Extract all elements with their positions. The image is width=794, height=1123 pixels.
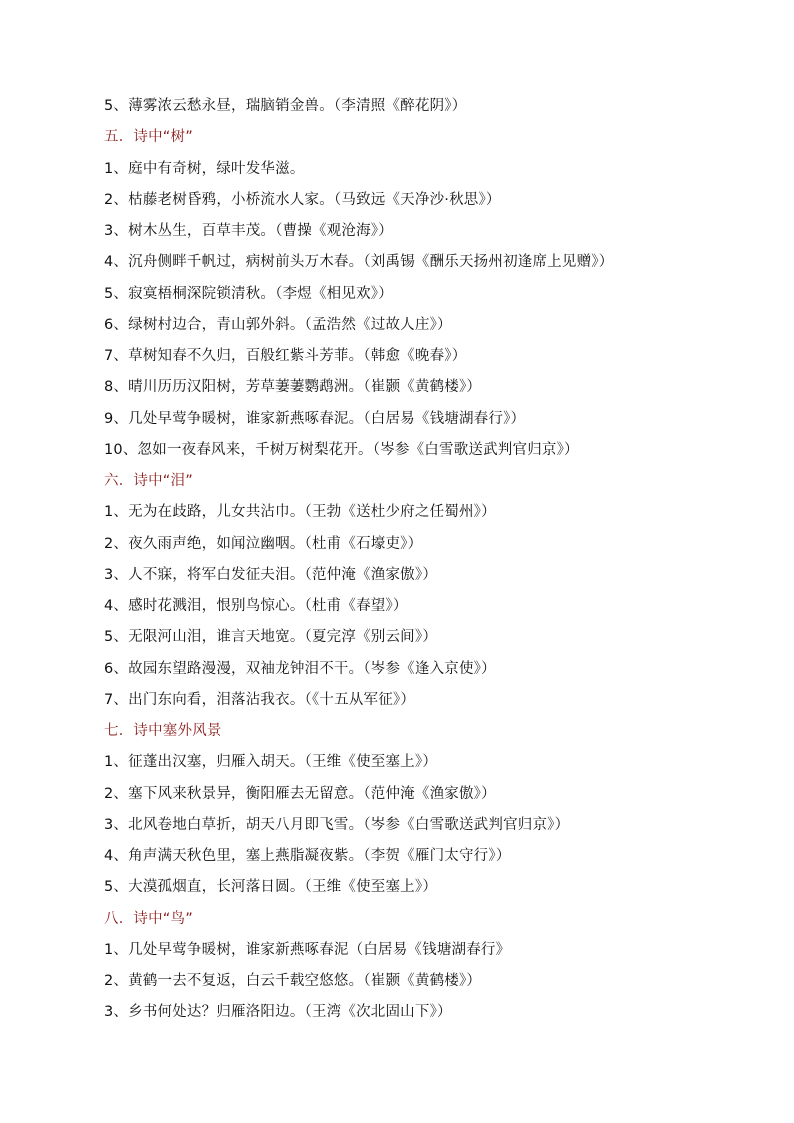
list-item: 2、塞下风来秋景异，衡阳雁去无留意。（范仲淹《渔家傲》） (104, 785, 496, 802)
list-item: 7、出门东向看，泪落沾我衣。（《十五从军征》） (104, 691, 416, 708)
list-item: 4、感时花溅泪，恨别鸟惊心。（杜甫《春望》） (104, 598, 408, 614)
list-item: 1、几处早莺争暖树，谁家新燕啄春泥（白居易《钱塘湖春行》 (104, 941, 511, 958)
list-item: 8、晴川历历汉阳树，芳草萋萋鹦鹉洲。（崔颢《黄鹤楼》） (104, 379, 482, 396)
list-item: 3、乡书何处达？归雁洛阳边。（王湾《次北固山下》） (104, 1004, 452, 1021)
list-item: 2、黄鹤一去不复返，白云千载空悠悠。（崔颢《黄鹤楼》） (104, 973, 482, 989)
list-item: 1、无为在歧路，儿女共沾巾。（王勃《送杜少府之任蜀州》） (104, 504, 496, 521)
list-item: 9、几处早莺争暖树，谁家新燕啄春泥。（白居易《钱塘湖春行》） (104, 410, 526, 427)
list-item: 6、故园东望路漫漫，双袖龙钟泪不干。（岑参《逢入京使》） (104, 660, 496, 677)
list-item: 1、征蓬出汉塞，归雁入胡天。（王维《使至塞上》） (104, 754, 438, 771)
list-item: 7、草树知春不久归，百般红紫斗芳菲。（韩愈《晚春》） (104, 348, 467, 364)
list-item: 3、树木丛生，百草丰茂。（曹操《观沧海》） (104, 223, 393, 239)
list-item: 5、薄雾浓云愁永昼，瑞脑销金兽。（李清照《醉花阴》） (104, 98, 467, 114)
list-item: 5、无限河山泪，谁言天地宽。（夏完淳《别云间》） (104, 629, 438, 646)
list-item: 2、夜久雨声绝，如闻泣幽咽。（杜甫《石壕吏》） (104, 535, 423, 552)
list-item: 5、大漠孤烟直，长河落日圆。（王维《使至塞上》） (104, 879, 438, 896)
list-item: 5、寂寞梧桐深院锁清秋。（李煜《相见欢》） (104, 285, 393, 302)
list-item: 4、角声满天秋色里，塞上燕脂凝夜紫。（李贺《雁门太守行》） (104, 848, 511, 864)
section-heading: 六．诗中“泪” (104, 473, 193, 489)
section-heading: 五．诗中“树” (104, 129, 193, 146)
section-heading: 七．诗中塞外风景 (104, 723, 222, 739)
list-item: 10、忽如一夜春风来，千树万树梨花开。（岑参《白雪歌送武判官归京》） (104, 441, 579, 458)
list-item: 3、北风卷地白草折，胡天八月即飞雪。（岑参《白雪歌送武判官归京》） (104, 816, 570, 833)
list-item: 2、枯藤老树昏鸦，小桥流水人家。（马致远《天净沙·秋思》） (104, 191, 501, 208)
list-item: 6、绿树村边合，青山郭外斜。（孟浩然《过故人庄》） (104, 316, 452, 333)
list-item: 1、庭中有奇树，绿叶发华滋。 (104, 160, 305, 177)
section-heading: 八．诗中“鸟” (104, 910, 193, 927)
list-item: 4、沉舟侧畔千帆过，病树前头万木春。（刘禹锡《酬乐天扬州初逢席上见赠》） (104, 254, 614, 271)
list-item: 3、人不寐，将军白发征夫泪。（范仲淹《渔家傲》） (104, 566, 438, 583)
